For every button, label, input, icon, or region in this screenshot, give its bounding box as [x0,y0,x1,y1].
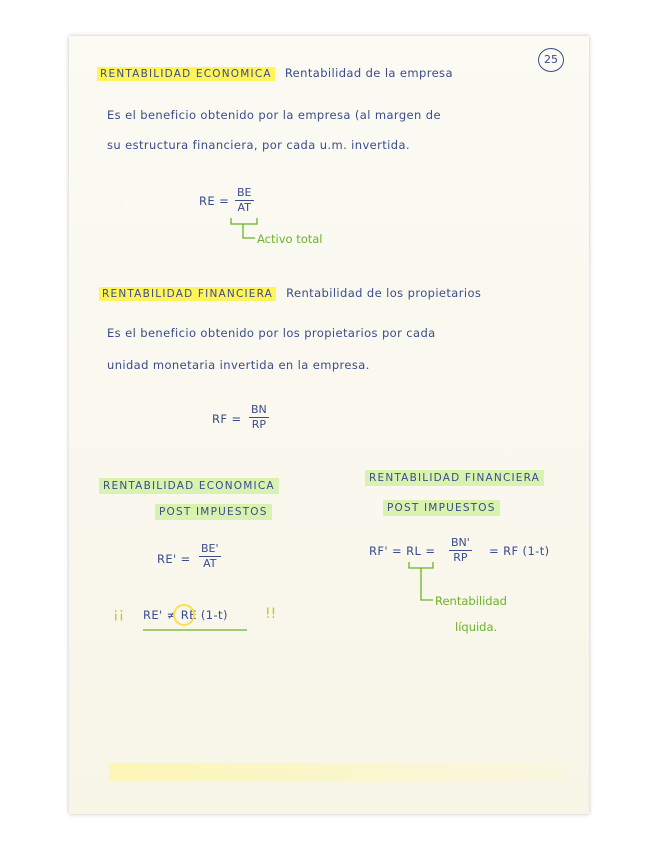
box-economic-title2-text: POST IMPUESTOS [155,504,272,520]
formula-rf-post-numerator: BN' [451,536,470,549]
section-economic-text-line2: su estructura financiera, por cada u.m. invertida. [107,138,410,152]
section-economic-title: RENTABILIDAD ECONOMICA [97,67,275,81]
activo-total-note: Activo total [257,232,323,246]
formula-re-post-fraction [199,542,221,571]
rentabilidad-liquida-note1: Rentabilidad [435,594,507,608]
formula-re-denominator: AT [237,201,251,214]
formula-re-lhs: RE = [199,194,230,208]
box-financial-title2 [383,502,500,514]
formula-rf-lhs: RF = [212,412,242,426]
box-financial-title2-text: POST IMPUESTOS [383,500,500,516]
section-economic-header [97,66,453,80]
formula-rf-post-rhs: = RF (1-t) [489,544,550,558]
box-financial-title1 [365,472,544,484]
formula-rf-post-fraction [449,536,472,565]
section-financial-subtitle: Rentabilidad de los propietarios [286,286,482,300]
warning-underline [141,626,251,634]
bottom-highlight-smudge [109,763,569,781]
notebook-page [69,36,589,814]
box-economic-title1-text: RENTABILIDAD ECONOMICA [99,478,279,494]
rentabilidad-liquida-note2: líquida. [455,620,498,634]
formula-rf-fraction [249,403,269,432]
formula-re-numerator: BE [237,186,252,199]
box-economic-title1 [99,480,279,492]
neq-circle [173,604,195,626]
page-number: 25 [538,48,564,72]
box-financial-title1-text: RENTABILIDAD FINANCIERA [365,470,544,486]
formula-rf-numerator: BN [251,403,267,416]
box-economic-title2 [155,506,272,518]
warning-close: !! [265,606,277,622]
warning-formula: RE' ≠ RE (1-t) [143,608,228,622]
section-economic-subtitle: Rentabilidad de la empresa [284,66,453,80]
formula-re-fraction [235,186,254,215]
formula-re-post-denominator: AT [203,557,217,570]
formula-rf-denominator: RP [251,418,267,431]
formula-rf-post-lhs: RF' = RL = [369,544,436,558]
warning-open: ¡¡ [113,606,125,622]
formula-rf-post-denominator: RP [453,551,468,564]
section-financial-text-line2: unidad monetaria invertida en la empresa. [107,358,370,372]
section-financial-text-line1: Es el beneficio obtenido por los propietarios por cada [107,326,436,340]
section-financial-header [99,286,481,300]
section-financial-title: RENTABILIDAD FINANCIERA [99,287,276,301]
formula-re-post-numerator: BE' [201,542,219,555]
formula-re-post-lhs: RE' = [157,552,191,566]
section-economic-text-line1: Es el beneficio obtenido por la empresa (al margen de [107,108,441,122]
